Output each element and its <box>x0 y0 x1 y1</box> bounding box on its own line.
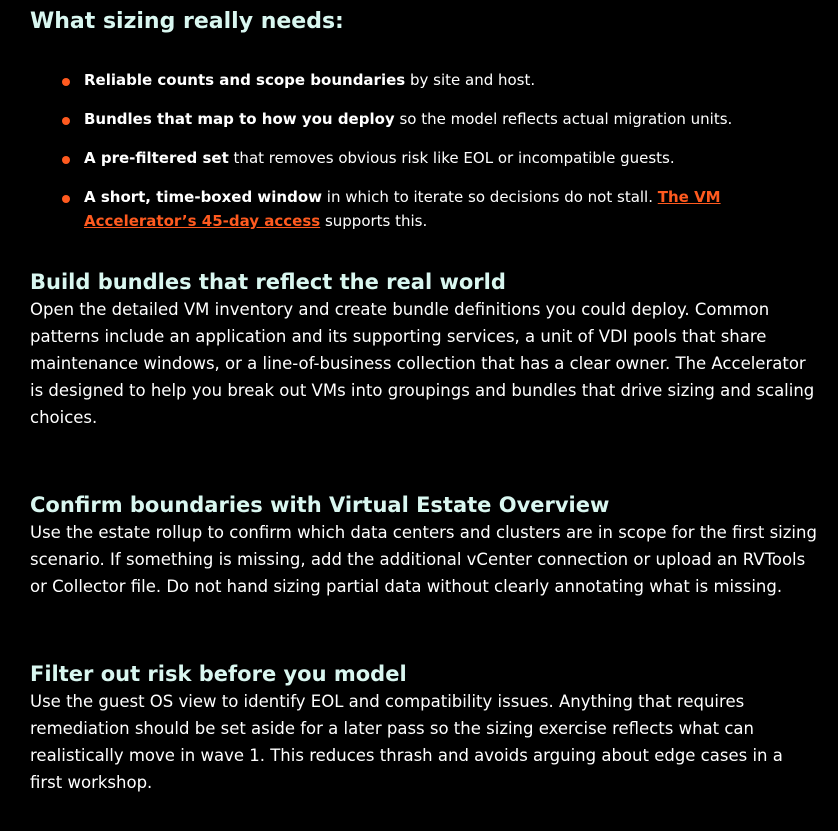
section-title: Build bundles that reflect the real world <box>30 270 506 294</box>
section-filter-risk <box>30 660 820 796</box>
section-heading-sizing-needs: What sizing really needs: <box>30 9 344 34</box>
bullet-dot-icon <box>62 156 70 164</box>
list-item-text: in which to iterate so decisions do not stall. <box>322 188 658 206</box>
list-item-text: that removes obvious risk like EOL or incompatible guests. <box>228 149 675 167</box>
bullet-dot-icon <box>62 78 70 86</box>
list-item-text-after: supports this. <box>320 212 428 230</box>
section-title: Filter out risk before you model <box>30 662 407 686</box>
list-item <box>30 107 790 131</box>
list-item <box>30 185 790 233</box>
sizing-needs-list <box>30 68 790 248</box>
list-item-bold: A short, time-boxed window <box>84 188 323 206</box>
section-body: Open the detailed VM inventory and create bundle definitions you could deploy. Common patterns include an application and its supporting services, a unit of VDI pools that share maintenance windows, or a line-of-business collection that has a clear owner. The Accelerator is designed to help you break out VMs into groupings and bundles that drive sizing and scaling choices. <box>30 300 815 427</box>
section-confirm-boundaries <box>30 491 820 600</box>
list-item <box>30 146 790 170</box>
section-build-bundles <box>30 268 820 431</box>
list-item-bold: A pre-filtered set <box>84 149 229 167</box>
list-item <box>30 68 790 92</box>
list-item-bold: Reliable counts and scope boundaries <box>84 71 406 89</box>
section-title: Confirm boundaries with Virtual Estate Overview <box>30 493 610 517</box>
list-item-bold: Bundles that map to how you deploy <box>84 110 395 128</box>
bullet-dot-icon <box>62 195 70 203</box>
list-item-text: so the model reflects actual migration units. <box>394 110 733 128</box>
section-body: Use the guest OS view to identify EOL and compatibility issues. Anything that requires remediation should be set aside for a later pass so the sizing exercise reflects what can realistically move in wave 1. This reduces thrash and avoids arguing about edge cases in a first workshop. <box>30 692 783 792</box>
bullet-dot-icon <box>62 117 70 125</box>
section-body: Use the estate rollup to confirm which data centers and clusters are in scope for the first sizing scenario. If something is missing, add the additional vCenter connection or upload an RVTools or Collector file. Do not hand sizing partial data without clearly annotating what is missing. <box>30 523 817 596</box>
vm-accelerator-access-link[interactable]: The VM Accelerator’s 45-day access <box>84 188 721 230</box>
list-item-text: by site and host. <box>405 71 536 89</box>
